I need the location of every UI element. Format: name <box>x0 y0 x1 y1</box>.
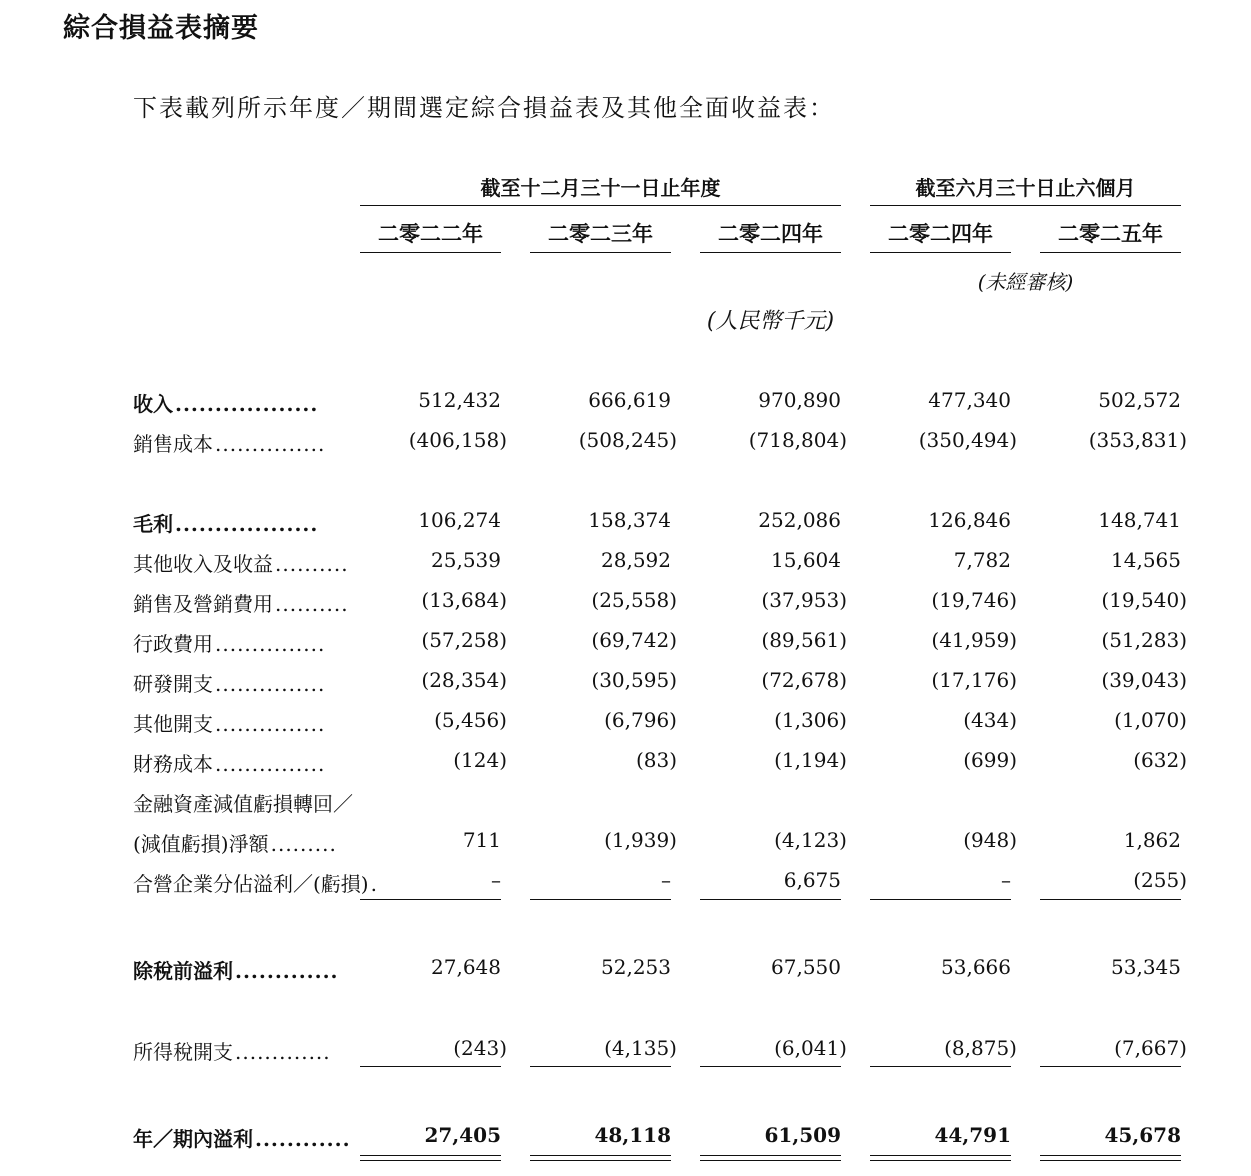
table-row <box>0 428 1251 458</box>
table-cell: 61,509 <box>764 1123 841 1147</box>
unaudited-note: (未經審核) <box>977 270 1074 294</box>
table-cell: (37,953) <box>761 588 847 612</box>
table-cell: 53,345 <box>1111 955 1181 979</box>
intro-text: 下表載列所示年度／期間選定綜合損益表及其他全面收益表： <box>133 94 835 122</box>
table-cell: (434) <box>963 708 1017 732</box>
table-cell: (632) <box>1133 748 1187 772</box>
table-cell: (4,123) <box>774 828 847 852</box>
interim-group-rule <box>870 205 1181 206</box>
table-row <box>0 628 1251 658</box>
table-row <box>0 508 1251 538</box>
subtotal-rule <box>1040 1066 1181 1067</box>
row-label <box>133 588 349 617</box>
row-leader-dots: .......... <box>275 552 349 576</box>
table-cell: (1,194) <box>774 748 847 772</box>
row-label <box>133 748 343 777</box>
table-cell: (69,742) <box>591 628 677 652</box>
table-cell: (4,135) <box>604 1036 677 1060</box>
table-cell: (406,158) <box>408 428 507 452</box>
row-label <box>133 548 349 577</box>
table-cell: 477,340 <box>928 388 1011 412</box>
row-leader-dots: ............... <box>215 632 326 656</box>
row-label <box>133 1123 351 1152</box>
subtotal-rule <box>1040 899 1181 900</box>
annual-group-rule <box>360 205 841 206</box>
row-label-text: 合營企業分佔溢利／(虧損) <box>133 872 369 896</box>
year-rule <box>1040 252 1181 253</box>
row-label-text: 收入 <box>133 392 173 416</box>
row-label <box>133 508 343 537</box>
table-cell: 148,741 <box>1098 508 1181 532</box>
row-label-text: 銷售及營銷費用 <box>133 592 273 616</box>
table-row <box>0 788 1251 818</box>
table-cell: (19,746) <box>931 588 1017 612</box>
year-header-3: 二零二四年 <box>718 221 823 246</box>
row-label <box>133 428 343 457</box>
row-label-text: 財務成本 <box>133 752 213 776</box>
year-header-2: 二零二三年 <box>548 221 653 246</box>
table-cell: (72,678) <box>761 668 847 692</box>
table-cell: 126,846 <box>928 508 1011 532</box>
row-leader-dots: . <box>370 872 378 896</box>
total-double-rule <box>360 1155 501 1161</box>
row-leader-dots: .................. <box>175 392 319 416</box>
row-label-text: 研發開支 <box>133 672 213 696</box>
table-cell: (1,939) <box>604 828 677 852</box>
table-cell: (39,043) <box>1101 668 1187 692</box>
table-cell: (19,540) <box>1101 588 1187 612</box>
row-label <box>133 868 378 897</box>
table-row <box>0 828 1251 858</box>
table-cell: 44,791 <box>934 1123 1011 1147</box>
table-cell: (30,595) <box>591 668 677 692</box>
row-label-text: 毛利 <box>133 512 173 536</box>
table-cell: 970,890 <box>758 388 841 412</box>
table-cell: 67,550 <box>771 955 841 979</box>
row-leader-dots: ............... <box>215 752 326 776</box>
table-cell: (1,070) <box>1114 708 1187 732</box>
table-cell: 27,648 <box>431 955 501 979</box>
table-cell: (5,456) <box>434 708 507 732</box>
table-row <box>0 668 1251 698</box>
row-leader-dots: ............. <box>235 1040 331 1064</box>
subtotal-rule <box>360 1066 501 1067</box>
annual-group-header: 截至十二月三十一日止年度 <box>480 176 721 200</box>
table-cell: (508,245) <box>578 428 677 452</box>
table-cell: 6,675 <box>783 868 841 892</box>
subtotal-rule <box>360 899 501 900</box>
table-cell: (89,561) <box>761 628 847 652</box>
subtotal-rule <box>700 1066 841 1067</box>
table-cell: 106,274 <box>418 508 501 532</box>
table-cell: (948) <box>963 828 1017 852</box>
table-cell: (6,796) <box>604 708 677 732</box>
table-cell: 502,572 <box>1098 388 1181 412</box>
table-row <box>0 548 1251 578</box>
table-cell: (51,283) <box>1101 628 1187 652</box>
year-header-4: 二零二四年 <box>888 221 993 246</box>
year-rule <box>700 252 841 253</box>
row-label <box>133 955 343 984</box>
table-row <box>0 588 1251 618</box>
row-label-text: 銷售成本 <box>133 432 213 456</box>
table-cell: – <box>1001 868 1011 892</box>
table-row <box>0 1123 1251 1153</box>
table-cell: 666,619 <box>588 388 671 412</box>
row-leader-dots: ............. <box>235 959 339 983</box>
table-row <box>0 708 1251 738</box>
subtotal-rule <box>700 899 841 900</box>
table-cell: 7,782 <box>953 548 1011 572</box>
row-label-text: 除稅前溢利 <box>133 959 233 983</box>
table-cell: (83) <box>635 748 677 772</box>
table-cell: 1,862 <box>1123 828 1181 852</box>
row-label <box>133 628 343 657</box>
subtotal-rule <box>870 899 1011 900</box>
section-heading: 綜合損益表摘要 <box>63 13 259 44</box>
row-label-text: 其他開支 <box>133 712 213 736</box>
row-leader-dots: ............... <box>215 432 326 456</box>
table-cell: 53,666 <box>941 955 1011 979</box>
interim-group-header: 截至六月三十日止六個月 <box>915 176 1136 200</box>
table-cell: 252,086 <box>758 508 841 532</box>
table-cell: (17,176) <box>931 668 1017 692</box>
total-double-rule <box>700 1155 841 1161</box>
table-cell: (718,804) <box>748 428 847 452</box>
table-row <box>0 955 1251 985</box>
row-label-text: 年／期內溢利 <box>133 1127 253 1151</box>
table-row <box>0 1036 1251 1066</box>
row-label <box>133 828 343 857</box>
table-cell: (41,959) <box>931 628 1017 652</box>
row-leader-dots: .......... <box>275 592 349 616</box>
table-cell: (1,306) <box>774 708 847 732</box>
table-cell: 25,539 <box>431 548 501 572</box>
year-header-1: 二零二二年 <box>378 221 483 246</box>
table-cell: (124) <box>453 748 507 772</box>
total-double-rule <box>530 1155 671 1161</box>
table-cell: 512,432 <box>418 388 501 412</box>
table-row <box>0 388 1251 418</box>
year-rule <box>870 252 1011 253</box>
table-cell: – <box>661 868 671 892</box>
year-header-5: 二零二五年 <box>1058 221 1163 246</box>
table-cell: (699) <box>963 748 1017 772</box>
row-leader-dots: ............... <box>215 672 326 696</box>
row-label-text: 行政費用 <box>133 632 213 656</box>
table-cell: 158,374 <box>588 508 671 532</box>
table-cell: (13,684) <box>421 588 507 612</box>
row-label <box>133 788 353 817</box>
table-cell: 45,678 <box>1104 1123 1181 1147</box>
table-cell: (7,667) <box>1114 1036 1187 1060</box>
table-row <box>0 748 1251 778</box>
table-cell: (350,494) <box>918 428 1017 452</box>
row-label-text: (減值虧損)淨額 <box>133 832 269 856</box>
row-leader-dots: .................. <box>175 512 319 536</box>
subtotal-rule <box>870 1066 1011 1067</box>
year-rule <box>360 252 501 253</box>
table-cell: 711 <box>462 828 501 852</box>
row-label <box>133 1036 343 1065</box>
table-cell: (353,831) <box>1088 428 1187 452</box>
table-cell: 48,118 <box>594 1123 671 1147</box>
row-label <box>133 388 343 417</box>
table-cell: – <box>491 868 501 892</box>
total-double-rule <box>1040 1155 1181 1161</box>
year-rule <box>530 252 671 253</box>
table-cell: (25,558) <box>591 588 677 612</box>
subtotal-rule <box>530 1066 671 1067</box>
table-cell: 28,592 <box>601 548 671 572</box>
table-cell: 52,253 <box>601 955 671 979</box>
table-cell: (57,258) <box>421 628 507 652</box>
table-cell: (243) <box>453 1036 507 1060</box>
table-cell: 14,565 <box>1111 548 1181 572</box>
row-label <box>133 668 343 697</box>
total-double-rule <box>870 1155 1011 1161</box>
row-label-text: 金融資產減值虧損轉回／ <box>133 792 353 816</box>
subtotal-rule <box>530 899 671 900</box>
row-leader-dots: ............ <box>255 1127 351 1151</box>
row-leader-dots: ............... <box>215 712 326 736</box>
table-cell: (6,041) <box>774 1036 847 1060</box>
table-cell: 27,405 <box>424 1123 501 1147</box>
table-cell: (28,354) <box>421 668 507 692</box>
row-label <box>133 708 343 737</box>
row-label-text: 所得稅開支 <box>133 1040 233 1064</box>
table-cell: (8,875) <box>944 1036 1017 1060</box>
row-leader-dots: ......... <box>270 832 337 856</box>
table-cell: 15,604 <box>771 548 841 572</box>
row-label-text: 其他收入及收益 <box>133 552 273 576</box>
table-row <box>0 868 1251 898</box>
table-cell: (255) <box>1133 868 1187 892</box>
currency-note: (人民幣千元) <box>706 309 835 334</box>
